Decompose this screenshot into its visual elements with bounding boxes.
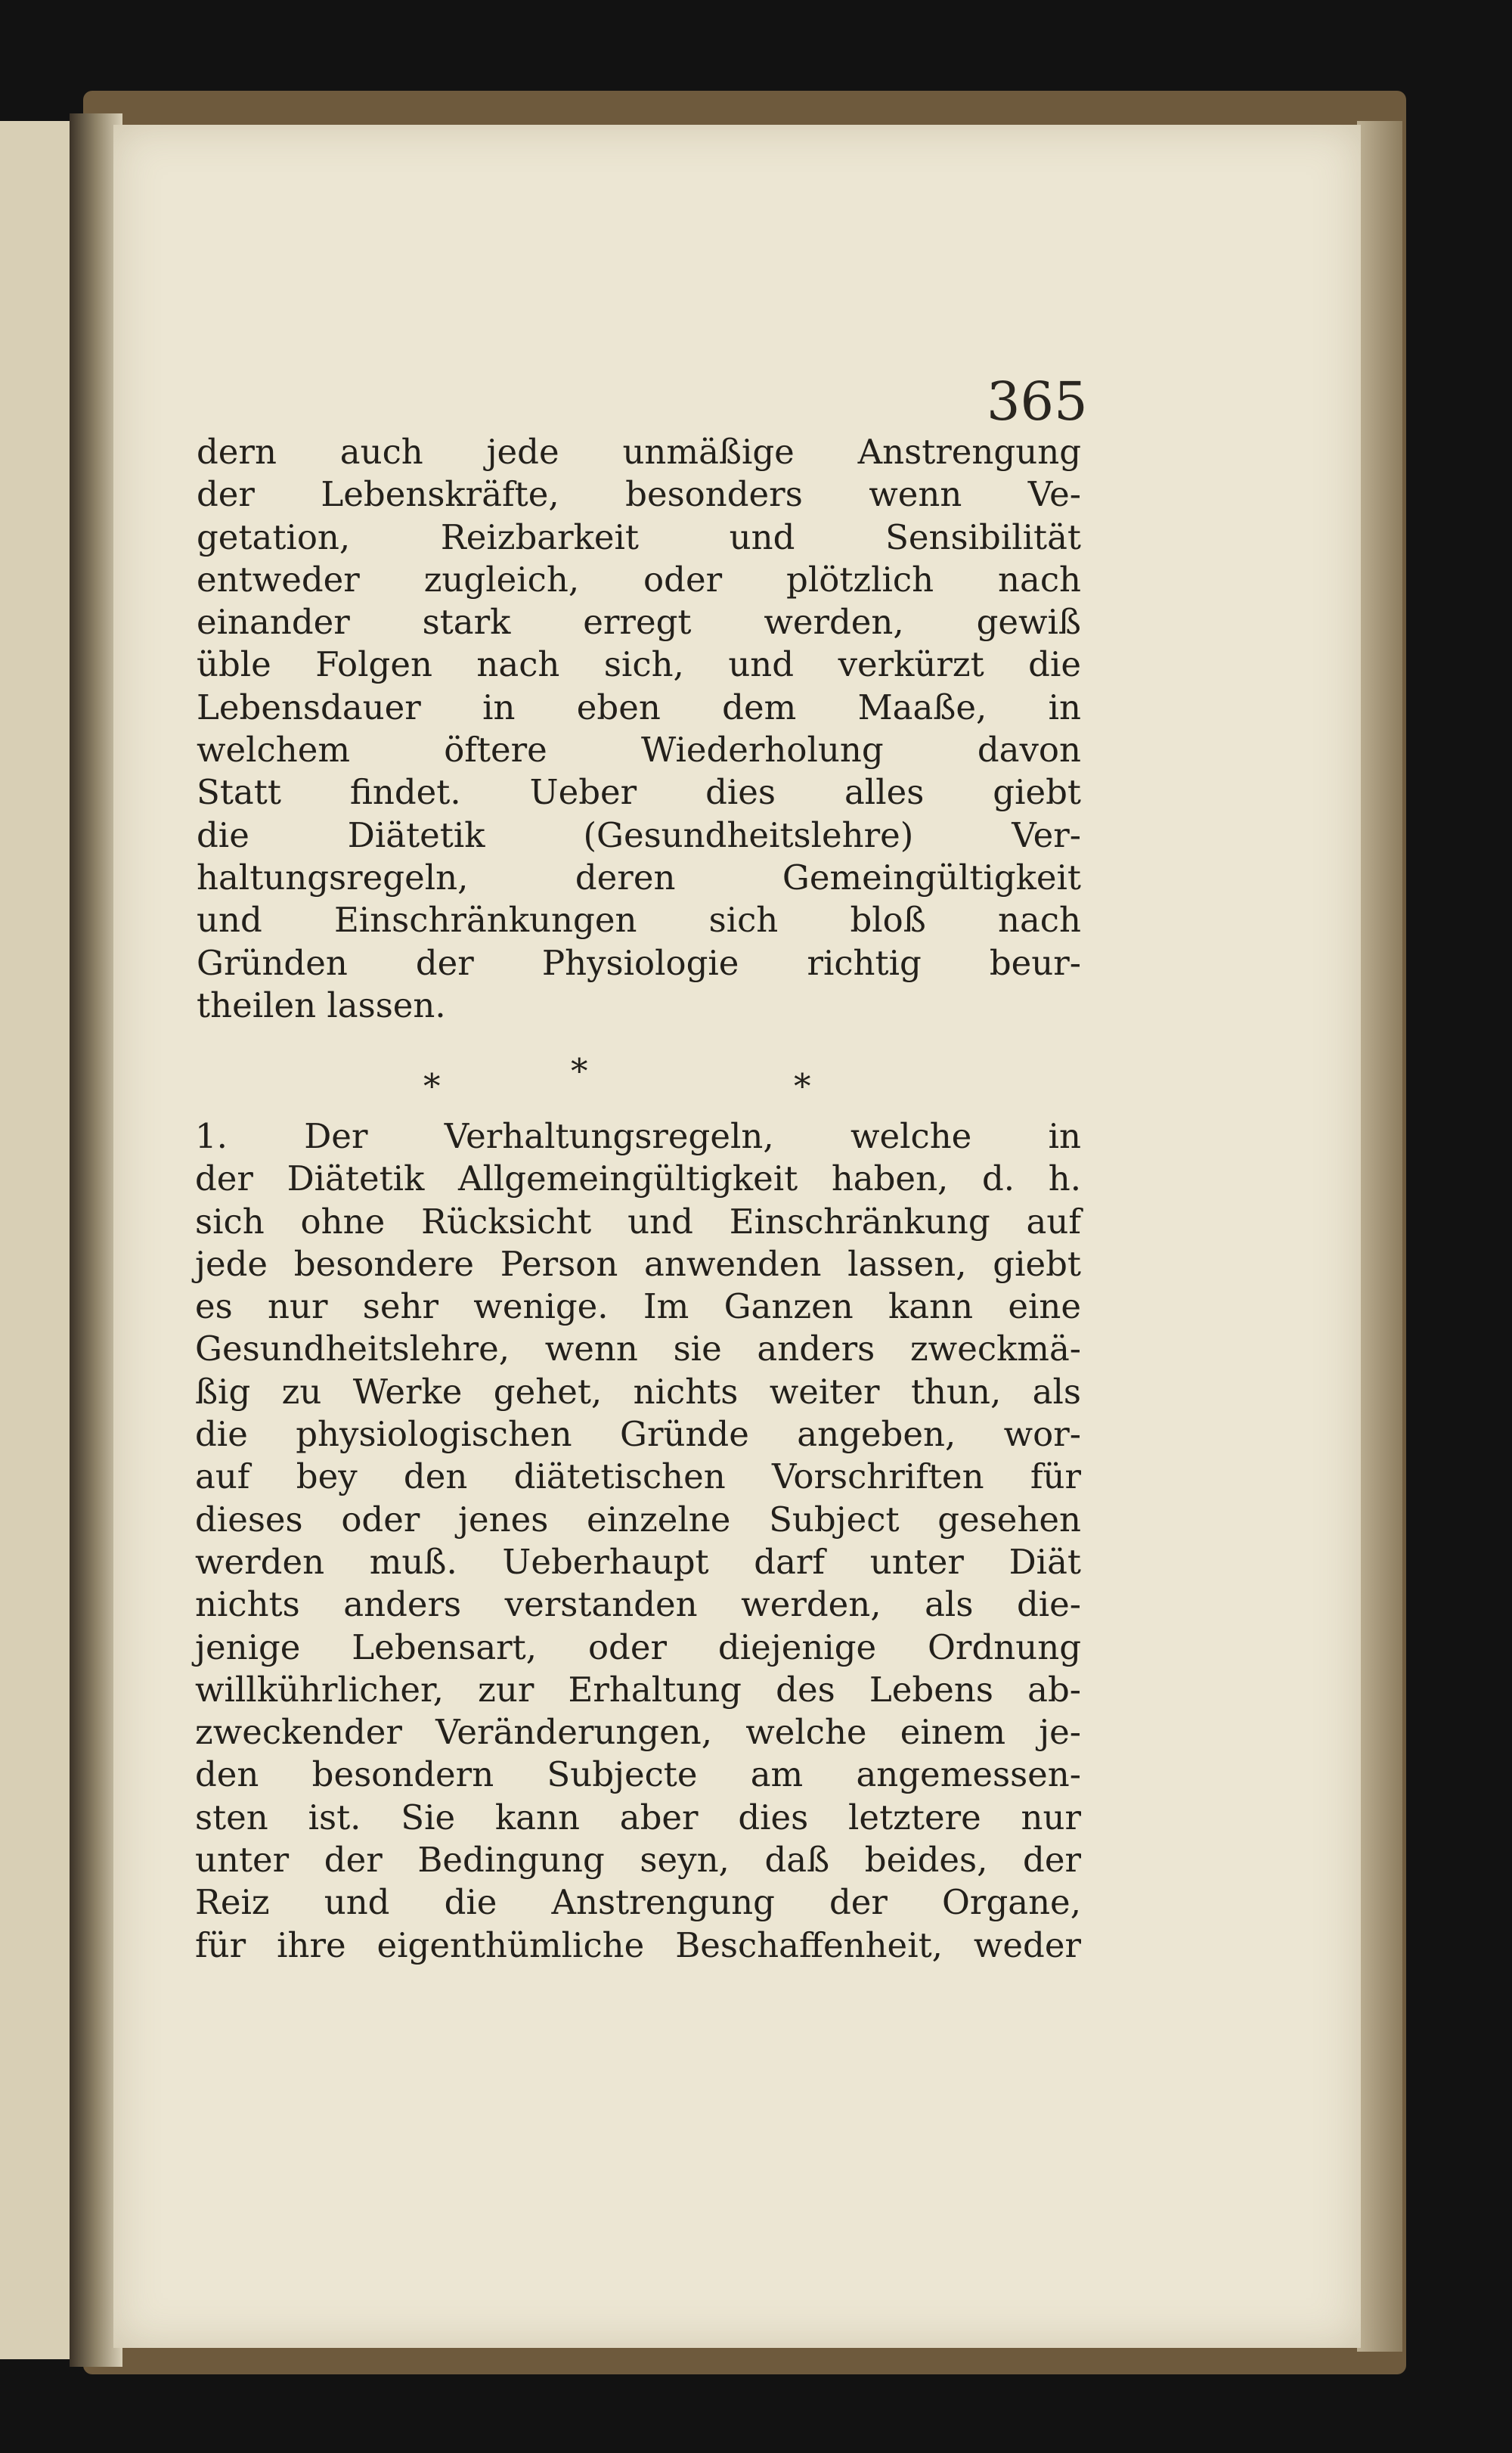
text-line: sten ist. Sie kann aber dies letztere nur	[195, 1797, 1081, 1837]
text-line: der Lebenskräfte, besonders wenn Ve-	[197, 474, 1081, 515]
text-line: unter der Bedingung seyn, daß beides, der	[195, 1840, 1081, 1881]
text-line: der Diätetik Allgemeingültigkeit haben, d. h.	[195, 1158, 1081, 1199]
text-line: Lebensdauer in eben dem Maaße, in	[197, 687, 1081, 727]
text-line: theilen lassen.	[197, 985, 446, 1025]
paragraph-2	[195, 1115, 1081, 1967]
text-line: für ihre eigenthümliche Beschaffenheit, weder	[195, 1924, 1081, 1965]
text-line: entweder zugleich, oder plötzlich nach	[197, 559, 1081, 600]
text-line: willkührlicher, zur Erhaltung des Lebens ab-	[195, 1669, 1081, 1710]
text-line: die physiologischen Gründe angeben, wor-	[195, 1414, 1081, 1455]
text-line: welchem öftere Wiederholung davon	[197, 730, 1081, 771]
text-line: getation, Reizbarkeit und Sensibilität	[197, 516, 1081, 557]
text-line: die Diätetik (Gesundheitslehre) Ver-	[197, 814, 1081, 855]
text-line: haltungsregeln, deren Gemeingültigkeit	[197, 857, 1081, 898]
text-line: 1. Der Verhaltungsregeln, welche in	[195, 1116, 1081, 1156]
left-page-sliver	[0, 121, 76, 2359]
asterisk: *	[423, 1066, 441, 1106]
text-line: werden muß. Ueberhaupt darf unter Diät	[195, 1541, 1081, 1582]
text-line: jenige Lebensart, oder diejenige Ordnung	[195, 1627, 1081, 1667]
text-line: Reiz und die Anstrengung der Organe,	[195, 1882, 1081, 1923]
section-separator	[423, 1051, 847, 1106]
text-line: einander stark erregt werden, gewiß	[197, 602, 1081, 643]
text-line: sich ohne Rücksicht und Einschränkung auf	[195, 1201, 1081, 1242]
text-line: zweckender Veränderungen, welche einem je-	[195, 1712, 1081, 1753]
text-line: den besondern Subjecte am angemessen-	[195, 1754, 1081, 1795]
asterisk: *	[571, 1051, 588, 1091]
text-line: dern auch jede unmäßige Anstrengung	[197, 432, 1081, 472]
text-line: jede besondere Person anwenden lassen, giebt	[195, 1243, 1081, 1284]
text-line: ßig zu Werke gehet, nichts weiter thun, als	[195, 1371, 1081, 1412]
paragraph-1	[197, 431, 1081, 1027]
text-line: üble Folgen nach sich, und verkürzt die	[197, 644, 1081, 685]
text-line: nichts anders verstanden werden, als die-	[195, 1584, 1081, 1625]
text-line: auf bey den diätetischen Vorschriften für	[195, 1456, 1081, 1497]
text-line: es nur sehr wenige. Im Ganzen kann eine	[195, 1286, 1081, 1327]
asterisk: *	[794, 1066, 811, 1106]
text-line: Gesundheitslehre, wenn sie anders zweckmä-	[195, 1329, 1081, 1369]
page-number: 365	[987, 371, 1088, 433]
text-line: dieses oder jenes einzelne Subject gesehen	[195, 1499, 1081, 1540]
text-line: Statt findet. Ueber dies alles giebt	[197, 772, 1081, 813]
text-line: und Einschränkungen sich bloß nach	[197, 900, 1081, 941]
page-stack-edge	[1357, 121, 1402, 2352]
text-line: Gründen der Physiologie richtig beur-	[197, 942, 1081, 983]
